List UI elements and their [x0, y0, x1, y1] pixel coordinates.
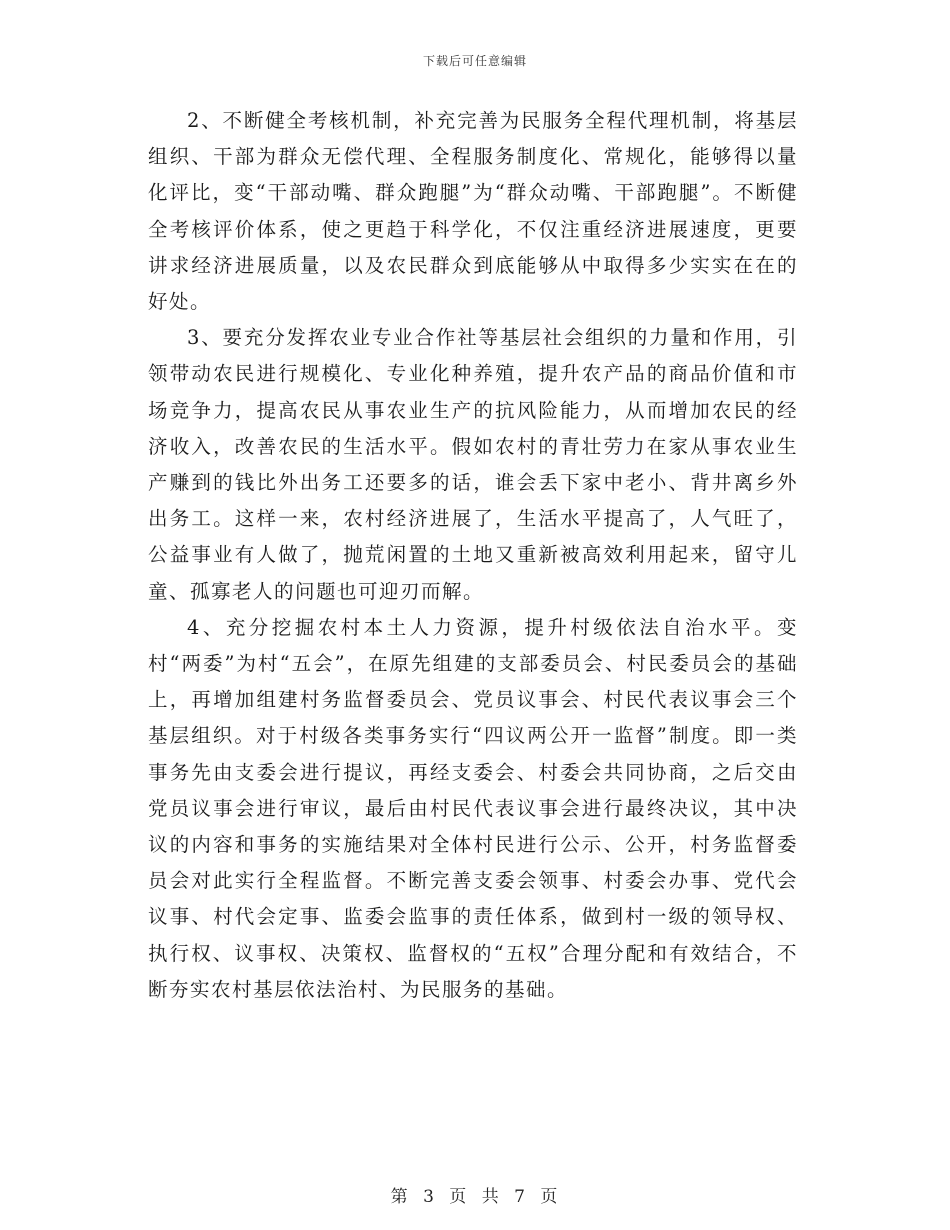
document-body	[148, 103, 798, 1008]
paragraph-3: 3、要充分发挥农业专业合作社等基层社会组织的力量和作用，引领带动农民进行规模化、专业化种养殖，提升农产品的商品价值和市场竞争力，提高农民从事农业生产的抗风险能力，从而增加农民的经济收入，改善农民的生活水平。假如农村的青壮劳力在家从事农业生产赚到的钱比外出务工还要多的话，谁会丢下家中老小、背井离乡外出务工。这样一来，农村经济进展了，生活水平提高了，人气旺了，公益事业有人做了，抛荒闲置的土地又重新被高效利用起来，留守儿童、孤寡老人的问题也可迎刃而解。	[148, 326, 798, 603]
paragraph-4: 4、充分挖掘农村本土人力资源，提升村级依法自治水平。变村“两委”为村“五会”，在原先组建的支部委员会、村民委员会的基础上，再增加组建村务监督委员会、党员议事会、村民代表议事会三个基层组织。对于村级各类事务实行“四议两公开一监督”制度。即一类事务先由支委会进行提议，再经支委会、村委会共同协商，之后交由党员议事会进行审议，最后由村民代表议事会进行最终决议，其中决议的内容和事务的实施结果对全体村民进行公示、公开，村务监督委员会对此实行全程监督。不断完善支委会领事、村委会办事、党代会议事、村代会定事、监委会监事的责任体系，做到村一级的领导权、执行权、议事权、决策权、监督权的“五权”合理分配和有效结合，不断夯实农村基层依法治村、为民服务的基础。	[148, 615, 798, 1001]
paragraph-2: 2、不断健全考核机制，补充完善为民服务全程代理机制，将基层组织、干部为群众无偿代理、全程服务制度化、常规化，能够得以量化评比，变“干部动嘴、群众跑腿”为“群众动嘴、干部跑腿”。不断健全考核评价体系，使之更趋于科学化，不仅注重经济进展速度，更要讲求经济进展质量，以及农民群众到底能够从中取得多少实实在在的好处。	[148, 109, 798, 314]
page-header: 下载后可任意编辑	[422, 54, 527, 68]
page-number-footer: 第 3 页 共 7 页	[390, 1187, 560, 1207]
